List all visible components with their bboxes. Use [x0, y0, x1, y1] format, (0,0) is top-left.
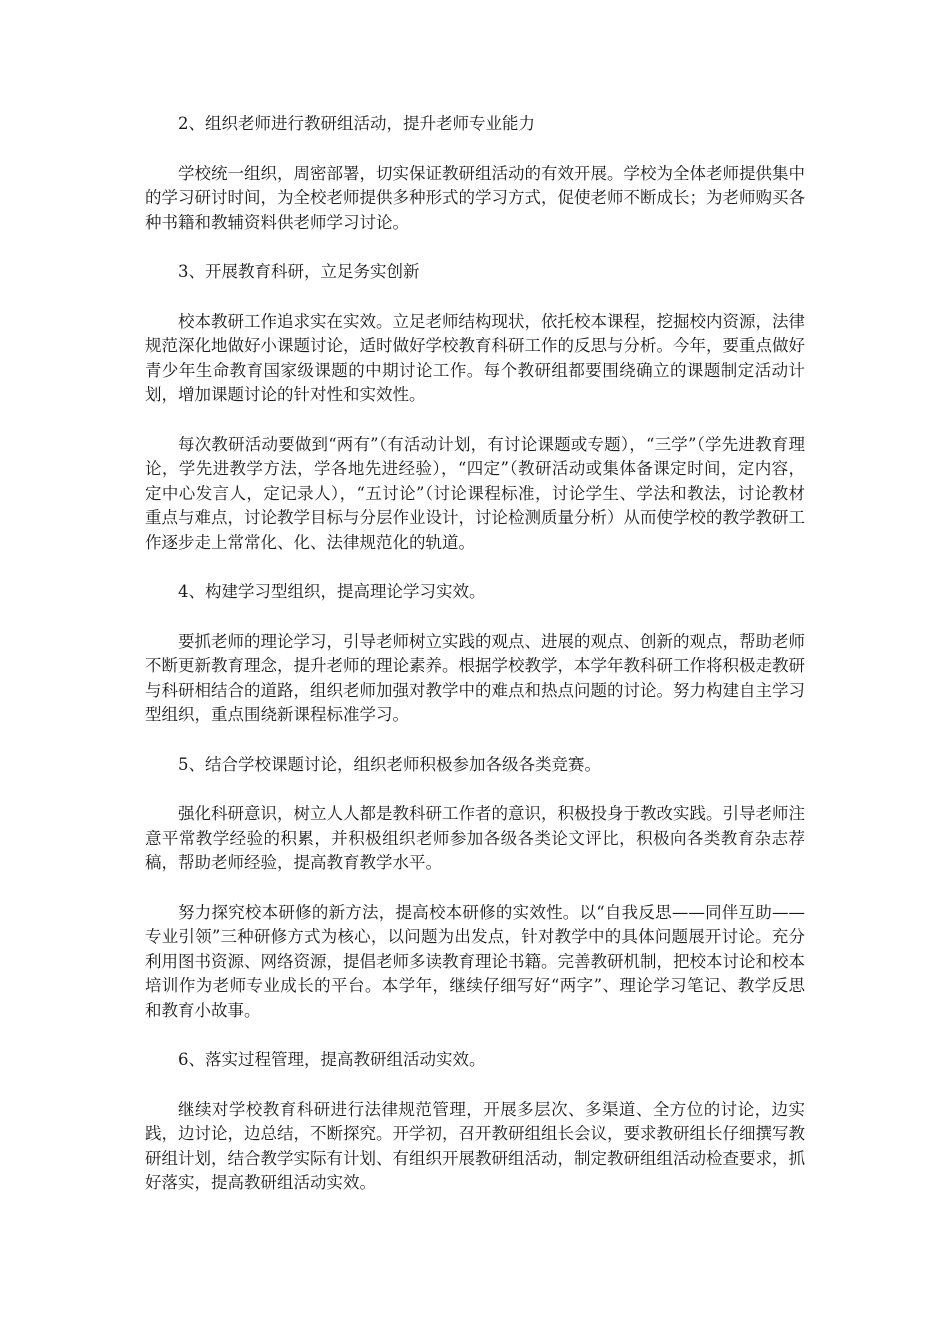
paragraph: 继续对学校教育科研进行法律规范管理，开展多层次、多渠道、全方位的讨论，边实践，边讨论，边总结，不断探究。开学初，召开教研组组长会议，要求教研组长仔细撰写教研组计划，结合教学实际有计划、有组织开展教研组活动，制定教研组组活动检查要求，抓好落实，提高教研组活动实效。: [145, 1099, 805, 1192]
paragraph: 学校统一组织，周密部署，切实保证教研组活动的有效开展。学校为全体老师提供集中的学习研讨时间，为全校老师提供多种形式的学习方式，促使老师不断成长；为老师购买各种书籍和教辅资料供老师学习讨论。: [145, 163, 805, 232]
section-heading-6: 6、落实过程管理，提高教研组活动实效。: [178, 1050, 486, 1069]
section-heading-2: 2、组织老师进行教研组活动，提升老师专业能力: [178, 114, 535, 133]
paragraph: 要抓老师的理论学习，引导老师树立实践的观点、进展的观点、创新的观点，帮助老师不断更新教育理念，提升老师的理论素养。根据学校教学，本学年教科研工作将积极走教研与科研相结合的道路，组织老师加强对教学中的难点和热点问题的讨论。努力构建自主学习型组织，重点围绕新课程标准学习。: [145, 631, 805, 724]
paragraph: 强化科研意识，树立人人都是教科研工作者的意识，积极投身于教改实践。引导老师注意平常教学经验的积累，并积极组织老师参加各级各类论文评比，积极向各类教育杂志荐稿，帮助老师经验，提高教育教学水平。: [145, 804, 805, 872]
section-heading-3: 3、开展教育科研，立足务实创新: [178, 262, 420, 281]
paragraph: 努力探究校本研修的新方法，提高校本研修的实效性。以“自我反思——同伴互助——专业引领”三种研修方式为核心，以问题为出发点，针对教学中的具体问题展开讨论。充分利用图书资源、网络资源，提倡老师多读教育理论书籍。完善教研机制，把校本讨论和校本培训作为老师专业成长的平台。本学年，继续仔细写好“两字”、理论学习笔记、教学反思和教育小故事。: [145, 902, 805, 1020]
paragraph: 每次教研活动要做到“两有”（有活动计划，有讨论课题或专题），“三学”（学先进教育理论，学先进教学方法，学各地先进经验），“四定”（教研活动或集体备课定时间，定内容，定中心发言人，定记录人），“五讨论”（讨论课程标准，讨论学生、学法和教法，讨论教材重点与难点，讨论教学目标与分层作业设计，讨论检测质量分析）从而使学校的教学教研工作逐步走上常常化、化、法律规范化的轨道。: [145, 434, 805, 552]
document-body: [145, 112, 805, 1221]
section-heading-5: 5、结合学校课题讨论，组织老师积极参加各级各类竞赛。: [178, 754, 601, 774]
section-heading-4: 4、构建学习型组织，提高理论学习实效。: [178, 582, 486, 601]
paragraph: 校本教研工作追求实在实效。立足老师结构现状，依托校本课程，挖掘校内资源，法律规范深化地做好小课题讨论，适时做好学校教育科研工作的反思与分析。今年，要重点做好青少年生命教育国家级课题的中期讨论工作。每个教研组都要围绕确立的课题制定活动计划，增加课题讨论的针对性和实效性。: [145, 311, 805, 404]
